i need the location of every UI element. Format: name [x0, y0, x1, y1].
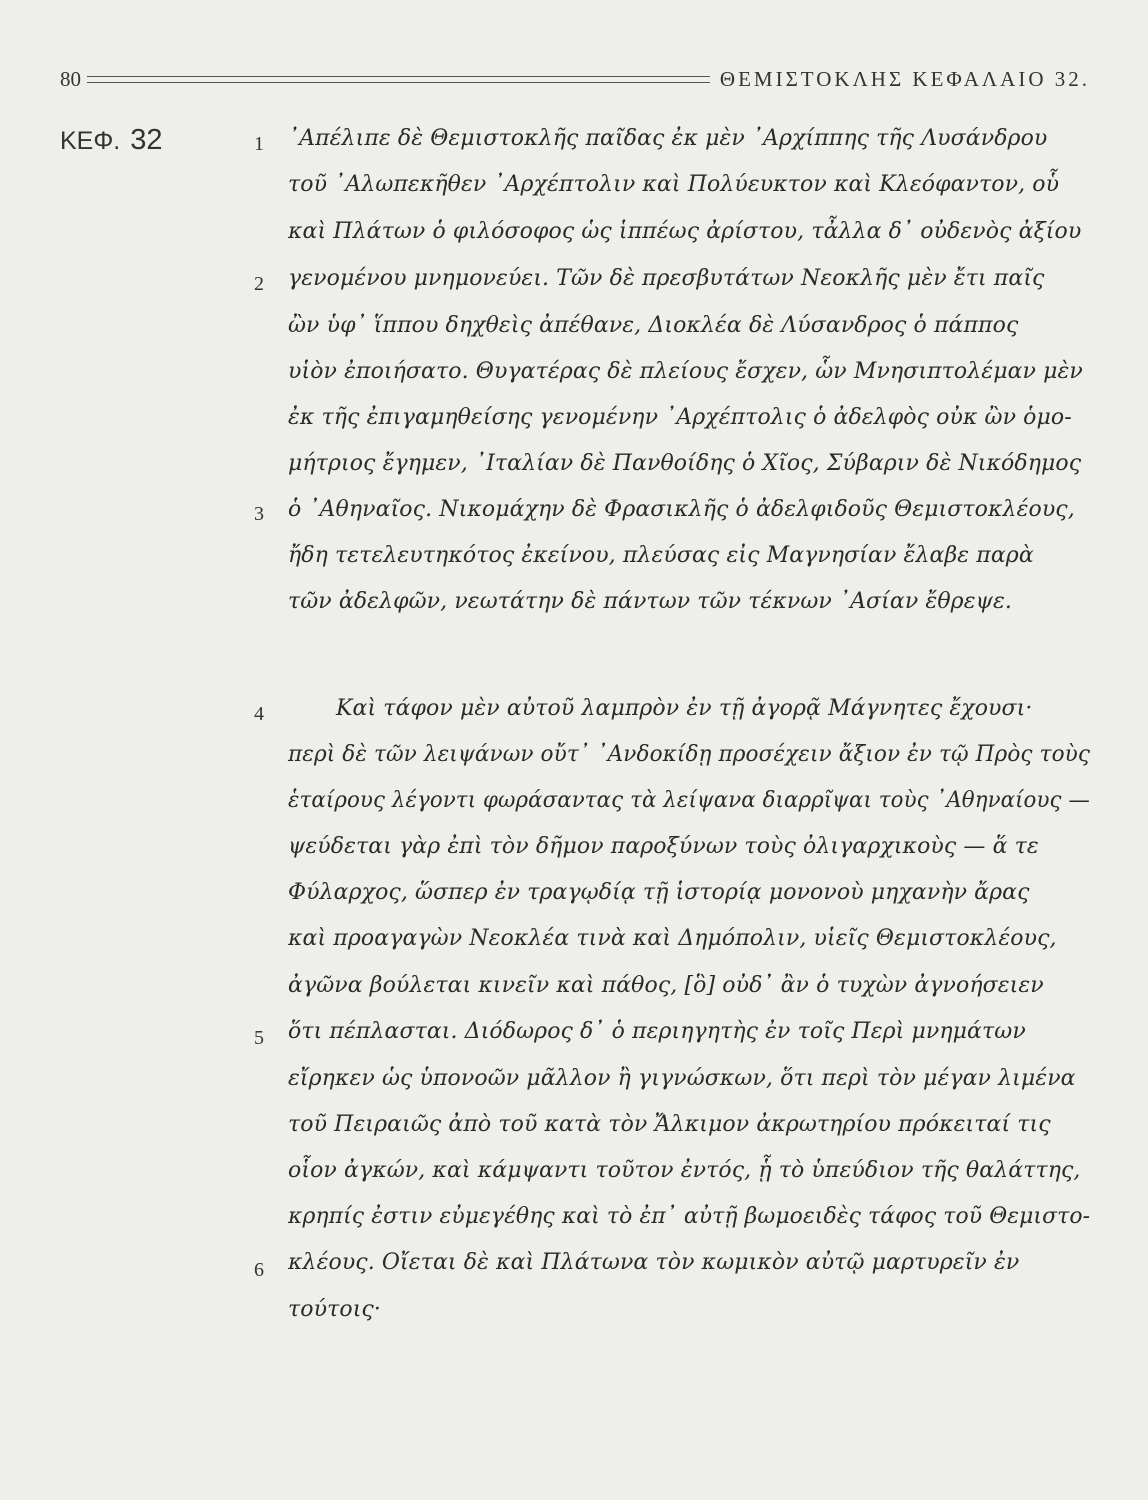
chapter-label: ΚΕΦ.	[60, 127, 121, 155]
text-line: τοῦ ᾿Αλωπεκῆθεν ᾿Αρχέπτολιν καὶ Πολύευκτον καὶ Κλεόφαντον, οὗ	[288, 172, 1060, 197]
section-number: 5	[254, 1027, 264, 1049]
text-line: μήτριος ἔγημεν, ᾿Ιταλίαν δὲ Πανθοίδης ὁ Χῖος, Σύβαριν δὲ Νικόδημος	[288, 451, 1082, 476]
text-line: Φύλαρχος, ὥσπερ ἐν τραγῳδίᾳ τῇ ἱστορίᾳ μονονοὺ μηχανὴν ἄρας	[288, 880, 1030, 905]
text-line: τῶν ἀδελφῶν, νεωτάτην δὲ πάντων τῶν τέκνων ᾿Ασίαν ἔθρεψε.	[288, 589, 1012, 614]
chapter-number: 32	[130, 124, 163, 156]
text-line: κλέους. Οἴεται δὲ καὶ Πλάτωνα τὸν κωμικὸν αὐτῷ μαρτυρεῖν ἐν	[288, 1250, 1020, 1275]
text-line: οἷον ἀγκών, καὶ κάμψαντι τοῦτον ἐντός, ᾗ τὸ ὑπεύδιον τῆς θαλάττης,	[288, 1158, 1081, 1183]
section-number: 2	[254, 273, 264, 295]
section-number: 4	[254, 703, 264, 725]
text-line: ὢν ὑφ᾿ ἵππου δηχθεὶς ἀπέθανε, Διοκλέα δὲ Λύσανδρος ὁ πάππος	[288, 313, 1019, 338]
text-line: γενομένου μνημονεύει. Τῶν δὲ πρεσβυτάτων Νεοκλῆς μὲν ἔτι παῖς	[288, 266, 1045, 291]
text-line: ψεύδεται γὰρ ἐπὶ τὸν δῆμον παροξύνων τοὺς ὀλιγαρχικοὺς — ἅ τε	[288, 834, 1039, 859]
text-line: Καὶ τάφον μὲν αὐτοῦ λαμπρὸν ἐν τῇ ἀγορᾷ Μάγνητες ἔχουσι·	[336, 696, 1033, 721]
text-line: ἤδη τετελευτηκότος ἐκείνου, πλεύσας εἰς Μαγνησίαν ἔλαβε παρὰ	[288, 543, 1034, 568]
text-line: ἀγῶνα βούλεται κινεῖν καὶ πάθος, [ὃ] οὐδ᾿ ἂν ὁ τυχὼν ἀγνοήσειεν	[288, 973, 1044, 998]
running-header	[60, 64, 1090, 94]
text-line: καὶ Πλάτων ὁ φιλόσοφος ὡς ἱππέως ἀρίστου, τἆλλα δ᾿ οὐδενὸς ἀξίου	[288, 219, 1082, 244]
text-line: ἐκ τῆς ἐπιγαμηθείσης γενομένην ᾿Αρχέπτολις ὁ ἀδελφὸς οὐκ ὢν ὁμο-	[288, 405, 1072, 430]
text-line: περὶ δὲ τῶν λειψάνων οὔτ᾿ ᾿Ανδοκίδῃ προσέχειν ἄξιον ἐν τῷ Πρὸς τοὺς	[288, 742, 1091, 767]
text-line: υἱὸν ἐποιήσατο. Θυγατέρας δὲ πλείους ἔσχεν, ὧν Μνησιπτολέμαν μὲν	[288, 359, 1083, 384]
text-line: ὁ ᾿Αθηναῖος. Νικομάχην δὲ Φρασικλῆς ὁ ἀδελφιδοῦς Θεμιστοκλέους,	[288, 497, 1075, 522]
text-line: τοῦ Πειραιῶς ἀπὸ τοῦ κατὰ τὸν Ἄλκιμον ἀκρωτηρίου πρόκειταί τις	[288, 1112, 1051, 1137]
text-line: εἴρηκεν ὡς ὑπονοῶν μᾶλλον ἢ γιγνώσκων, ὅτι περὶ τὸν μέγαν λιμένα	[288, 1066, 1076, 1091]
page-number: 80	[60, 66, 81, 91]
text-line: ἑταίρους λέγοντι φωράσαντας τὰ λείψανα διαρρῖψαι τοὺς ᾿Αθηναίους —	[288, 788, 1090, 813]
running-title: ΘΕΜΙΣΤΟΚΛΗΣ ΚΕΦΑΛΑΙΟ 32.	[719, 66, 1090, 91]
text-line: ᾿Απέλιπε δὲ Θεμιστοκλῆς παῖδας ἐκ μὲν ᾿Αρχίππης τῆς Λυσάνδρου	[288, 126, 1048, 151]
section-number: 6	[254, 1259, 264, 1281]
section-number: 3	[254, 503, 264, 525]
text-line: τούτοις·	[288, 1297, 381, 1322]
header-rule	[87, 76, 710, 83]
text-line: κρηπίς ἐστιν εὐμεγέθης καὶ τὸ ἐπ᾿ αὐτῇ βωμοειδὲς τάφος τοῦ Θεμιστο-	[288, 1204, 1091, 1229]
section-number: 1	[254, 133, 264, 155]
chapter-heading	[60, 124, 163, 157]
text-line: ὅτι πέπλασται. Διόδωρος δ᾿ ὁ περιηγητὴς ἐν τοῖς Περὶ μνημάτων	[288, 1019, 1026, 1044]
text-line: καὶ προαγαγὼν Νεοκλέα τινὰ καὶ Δημόπολιν, υἱεῖς Θεμιστοκλέους,	[288, 926, 1057, 951]
